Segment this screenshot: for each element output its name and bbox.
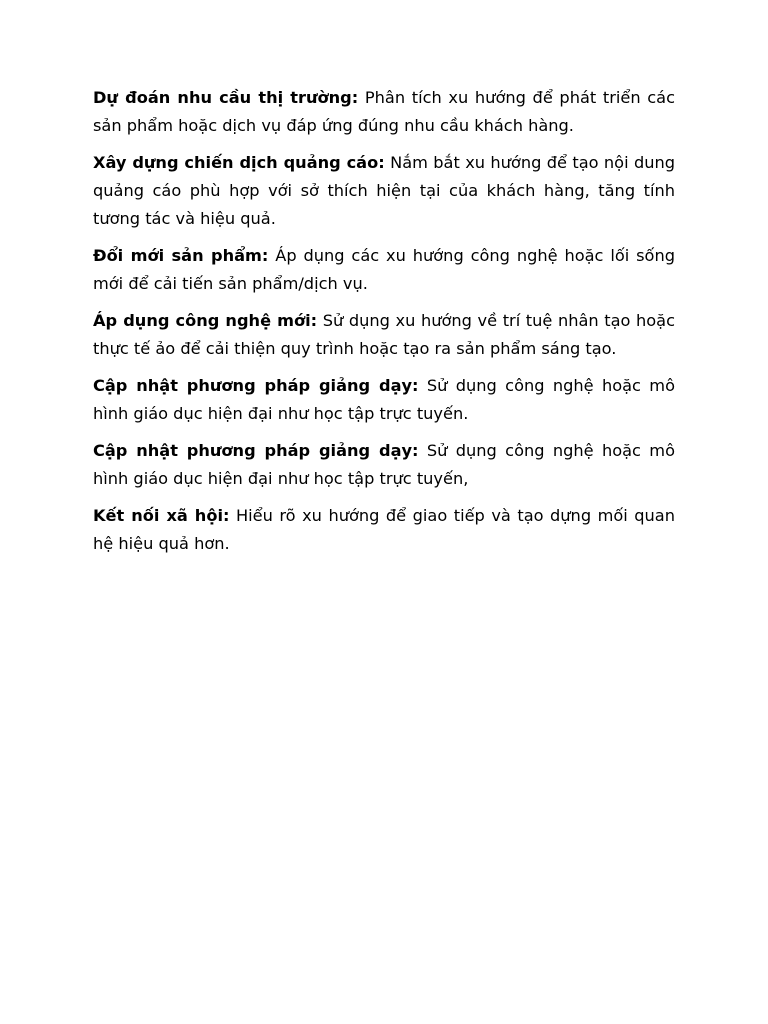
paragraph-text: Sử dụng xu hướng về trí tuệ nhân tạo hoặc thực tế ảo để cải thiện quy trình hoặc tạo ra sản phẩm sáng tạo. xyxy=(93,311,675,358)
paragraph-text: Phân tích xu hướng để phát triển các sản phẩm hoặc dịch vụ đáp ứng đúng nhu cầu khách hàng. xyxy=(93,88,675,135)
paragraph-ad-campaign xyxy=(93,149,675,232)
paragraph-text: Sử dụng công nghệ hoặc mô hình giáo dục hiện đại như học tập trực tuyến. xyxy=(93,376,675,423)
paragraph-text: Áp dụng các xu hướng công nghệ hoặc lối sống mới để cải tiến sản phẩm/dịch vụ. xyxy=(93,245,675,293)
paragraph-market-demand xyxy=(93,84,675,140)
paragraph-term: Xây dựng chiến dịch quảng cáo: xyxy=(93,153,385,173)
paragraph-term: Kết nối xã hội: xyxy=(93,506,230,526)
paragraph-term: Cập nhật phương pháp giảng dạy: xyxy=(93,376,419,396)
paragraph-term: Cập nhật phương pháp giảng dạy: xyxy=(93,441,419,461)
paragraph-text: Sử dụng công nghệ hoặc mô hình giáo dục hiện đại như học tập trực tuyến, xyxy=(93,441,675,489)
paragraph-teaching-methods-repeat xyxy=(93,437,675,493)
paragraph-term: Áp dụng công nghệ mới: xyxy=(93,311,318,331)
paragraph-product-innovation xyxy=(93,242,675,298)
paragraph-term: Dự đoán nhu cầu thị trường: xyxy=(93,88,359,107)
paragraph-text: Nắm bắt xu hướng để tạo nội dung quảng cáo phù hợp với sở thích hiện tại của khách hàng, tăng tính tương tác và hiệu quả. xyxy=(93,153,676,228)
paragraph-teaching-methods xyxy=(93,372,675,428)
paragraph-term: Đổi mới sản phẩm: xyxy=(93,245,269,265)
paragraph-text: Hiểu rõ xu hướng để giao tiếp và tạo dựng mối quan hệ hiệu quả hơn. xyxy=(93,506,675,554)
paragraph-new-technology xyxy=(93,307,675,363)
paragraph-social-connection xyxy=(93,502,675,558)
document-page xyxy=(93,84,675,567)
